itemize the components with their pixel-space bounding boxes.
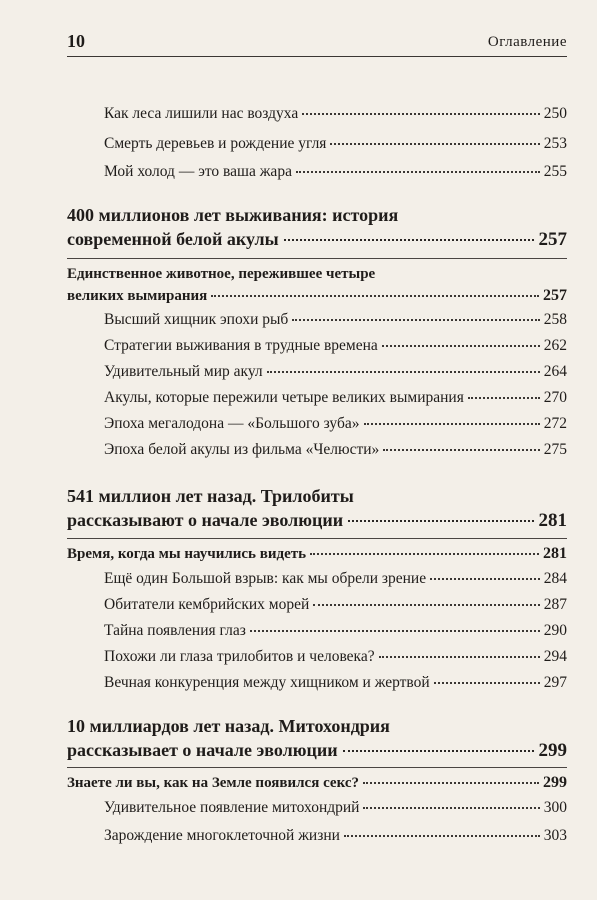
toc-section: Время, когда мы научились видеть 281 (67, 545, 567, 562)
entry-page: 303 (543, 827, 567, 844)
toc-entry: Смерть деревьев и рождение угля 253 (104, 135, 567, 152)
toc-section: Единственное животное, пережившее четыре (67, 266, 376, 282)
toc-part-heading: 541 миллион лет назад. Трилобиты рассказывают о начале эволюции 281 (67, 486, 567, 531)
leader-dots (302, 113, 540, 115)
toc-entry: Похожи ли глаза трилобитов и человека? 294 (104, 648, 567, 665)
toc-section: великих вымирания 257 (67, 287, 567, 304)
leader-dots (434, 682, 540, 684)
toc-entry: Вечная конкуренция между хищником и жертвой 297 (104, 674, 567, 691)
toc-entry: Эпоха белой акулы из фильма «Челюсти» 275 (104, 441, 567, 458)
toc-entry: Обитатели кембрийских морей 287 (104, 596, 567, 613)
part-page: 281 (538, 510, 567, 531)
section-page: 299 (543, 774, 567, 791)
entry-page: 287 (543, 596, 567, 613)
part-page: 299 (538, 740, 567, 761)
section-divider (67, 258, 567, 259)
section-page: 257 (543, 287, 567, 304)
leader-dots (363, 782, 539, 784)
leader-dots (211, 295, 539, 297)
running-head-title: Оглавление (487, 34, 567, 50)
section-divider (67, 538, 567, 539)
leader-dots (343, 750, 534, 752)
leader-dots (430, 578, 540, 580)
page-number: 10 (67, 31, 85, 51)
toc-entry: Мой холод — это ваша жара 255 (104, 163, 567, 180)
entry-page: 294 (543, 648, 567, 665)
entry-page: 290 (543, 622, 567, 639)
toc-entry: Удивительный мир акул 264 (104, 363, 567, 380)
part-page: 257 (538, 229, 567, 250)
entry-page: 284 (543, 570, 567, 587)
entry-page: 275 (543, 441, 567, 458)
toc-entry: Зарождение многоклеточной жизни 303 (104, 827, 567, 844)
toc-entry: Акулы, которые пережили четыре великих вымирания 270 (104, 389, 567, 406)
leader-dots (267, 371, 540, 373)
toc-part-heading: 400 миллионов лет выживания: история современной белой акулы 257 (67, 205, 567, 250)
leader-dots (348, 520, 533, 522)
toc-entry: Высший хищник эпохи рыб 258 (104, 311, 567, 328)
leader-dots (383, 449, 539, 451)
toc-entry: Ещё один Большой взрыв: как мы обрели зрение 284 (104, 570, 567, 587)
leader-dots (310, 553, 539, 555)
toc-entry: Стратегии выживания в трудные времена 262 (104, 337, 567, 354)
leader-dots (344, 835, 540, 837)
leader-dots (382, 345, 540, 347)
leader-dots (284, 239, 534, 241)
toc-part-heading: 10 миллиардов лет назад. Митохондрия рассказывает о начале эволюции 299 (67, 716, 567, 761)
toc-entry: Как леса лишили нас воздуха 250 (104, 105, 567, 122)
entry-page: 297 (543, 674, 567, 691)
leader-dots (250, 630, 540, 632)
leader-dots (330, 143, 539, 145)
entry-page: 270 (543, 389, 567, 406)
leader-dots (364, 423, 540, 425)
entry-page: 300 (543, 799, 567, 816)
entry-page: 253 (543, 135, 567, 152)
section-divider (67, 767, 567, 768)
toc-entry: Эпоха мегалодона — «Большого зуба» 272 (104, 415, 567, 432)
entry-page: 258 (543, 311, 567, 328)
leader-dots (296, 171, 540, 173)
toc-section: Знаете ли вы, как на Земле появился секс? 299 (67, 774, 567, 791)
entry-page: 272 (543, 415, 567, 432)
section-page: 281 (543, 545, 567, 562)
toc-entry: Тайна появления глаз 290 (104, 622, 567, 639)
running-head (67, 30, 567, 57)
entry-page: 255 (543, 163, 567, 180)
leader-dots (379, 656, 540, 658)
entry-page: 262 (543, 337, 567, 354)
leader-dots (468, 397, 540, 399)
entry-page: 250 (543, 105, 567, 122)
leader-dots (363, 807, 539, 809)
toc-entry: Удивительное появление митохондрий 300 (104, 799, 567, 816)
leader-dots (313, 604, 540, 606)
leader-dots (292, 319, 539, 321)
entry-page: 264 (543, 363, 567, 380)
